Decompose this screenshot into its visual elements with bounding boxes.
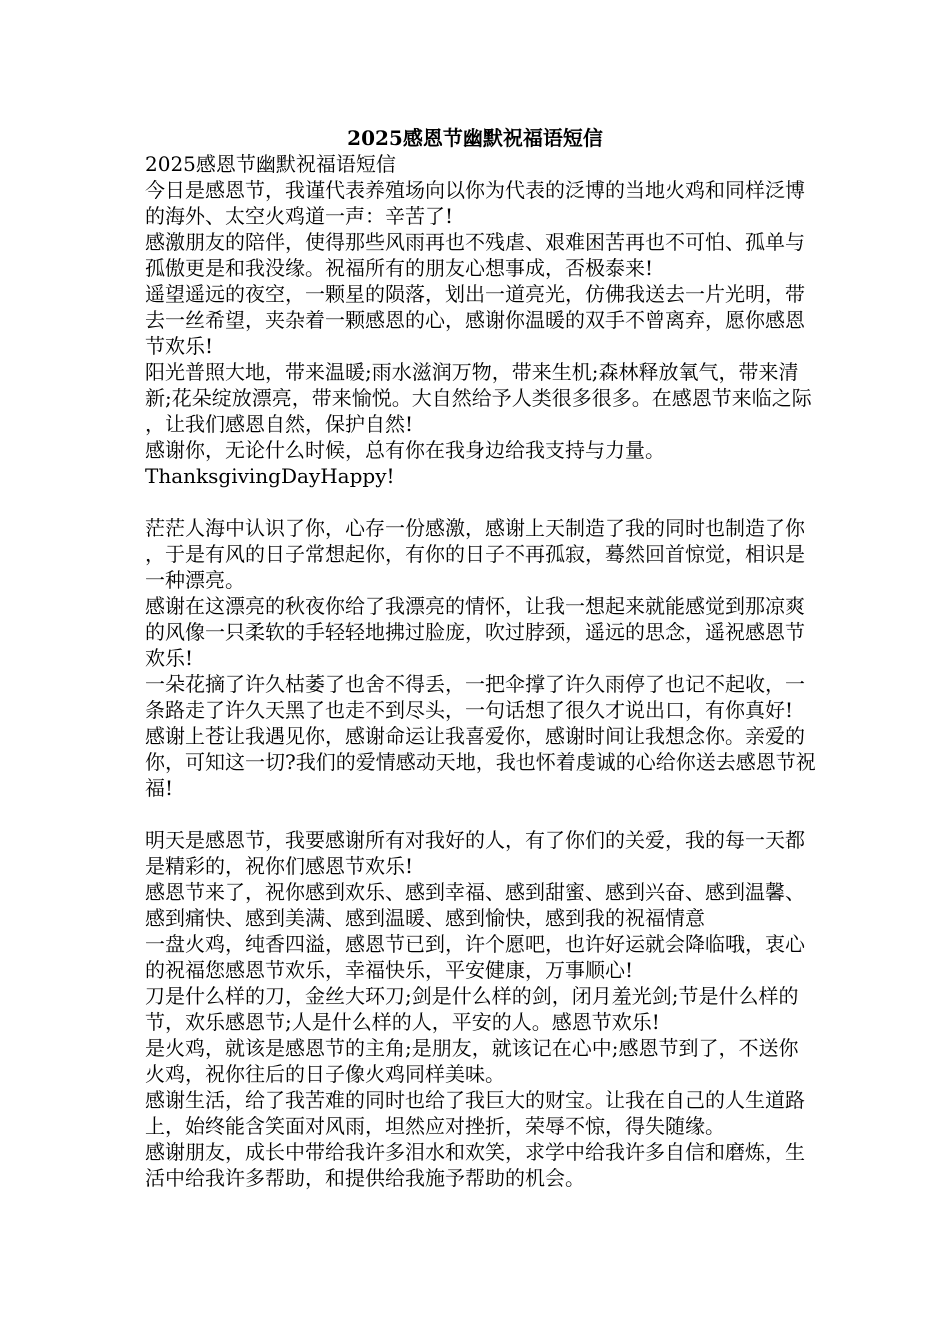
paragraph: 阳光普照大地，带来温暖;雨水滋润万物，带来生机;森林释放氧气，带来清新;花朵绽放漂亮，带来愉悦。大自然给予人类很多很多。在感恩节来临之际，让我们感恩自然，保护自然!	[145, 360, 812, 436]
document-body	[145, 151, 817, 1191]
paragraph: ThanksgivingDayHappy!	[145, 464, 395, 488]
paragraph: 感谢生活，给了我苦难的同时也给了我巨大的财宝。让我在自己的人生道路上，始终能含笑面对风雨，坦然应对挫折，荣辱不惊，得失随缘。	[145, 1088, 805, 1138]
blank-line	[145, 489, 817, 515]
paragraph-subtitle: 2025感恩节幽默祝福语短信	[145, 152, 396, 176]
paragraph: 今日是感恩节，我谨代表养殖场向以你为代表的泛博的当地火鸡和同样泛博的海外、太空火鸡道一声：辛苦了!	[145, 178, 805, 228]
paragraph: 感谢上苍让我遇见你，感谢命运让我喜爱你，感谢时间让我想念你。亲爱的你，可知这一切?我们的爱情感动天地，我也怀着虔诚的心给你送去感恩节祝福!	[145, 724, 816, 800]
paragraph: 明天是感恩节，我要感谢所有对我好的人，有了你们的关爱，我的每一天都是精彩的，祝你们感恩节欢乐!	[145, 828, 805, 878]
paragraph: 感谢朋友，成长中带给我许多泪水和欢笑，求学中给我许多自信和磨炼，生活中给我许多帮助，和提供给我施予帮助的机会。	[145, 1140, 805, 1190]
paragraph: 茫茫人海中认识了你，心存一份感激，感谢上天制造了我的同时也制造了你，于是有风的日子常想起你，有你的日子不再孤寂，蓦然回首惊觉，相识是一种漂亮。	[145, 516, 805, 592]
paragraph: 感谢在这漂亮的秋夜你给了我漂亮的情怀，让我一想起来就能感觉到那凉爽的风像一只柔软的手轻轻地拂过脸庞，吹过脖颈，遥远的思念，遥祝感恩节欢乐!	[145, 594, 805, 670]
paragraph: 一朵花摘了许久枯萎了也舍不得丢，一把伞撑了许久雨停了也记不起收，一条路走了许久天黑了也走不到尽头，一句话想了很久才说出口，有你真好!	[145, 672, 805, 722]
paragraph: 感恩节来了，祝你感到欢乐、感到幸福、感到甜蜜、感到兴奋、感到温馨、感到痛快、感到美满、感到温暖、感到愉快，感到我的祝福情意	[145, 880, 805, 930]
paragraph: 感谢你，无论什么时候，总有你在我身边给我支持与力量。	[145, 438, 665, 462]
paragraph: 是火鸡，就该是感恩节的主角;是朋友，就该记在心中;感恩节到了，不送你火鸡，祝你往后的日子像火鸡同样美味。	[145, 1036, 799, 1086]
paragraph: 刀是什么样的刀，金丝大环刀;剑是什么样的剑，闭月羞光剑;节是什么样的节，欢乐感恩节;人是什么样的人，平安的人。感恩节欢乐!	[145, 984, 799, 1034]
blank-line	[145, 801, 817, 827]
paragraph: 感激朋友的陪伴，使得那些风雨再也不残虐、艰难困苦再也不可怕、孤单与孤傲更是和我没缘。祝福所有的朋友心想事成，否极泰来!	[145, 230, 805, 280]
paragraph: 遥望遥远的夜空，一颗星的陨落，划出一道亮光，仿佛我送去一片光明，带去一丝希望，夹杂着一颗感恩的心，感谢你温暖的双手不曾离弃，愿你感恩节欢乐!	[145, 282, 805, 358]
document-title: 2025感恩节幽默祝福语短信	[347, 126, 603, 150]
paragraph: 一盘火鸡，纯香四溢，感恩节已到，许个愿吧，也许好运就会降临哦，衷心的祝福您感恩节欢乐，幸福快乐，平安健康，万事顺心!	[145, 932, 805, 982]
